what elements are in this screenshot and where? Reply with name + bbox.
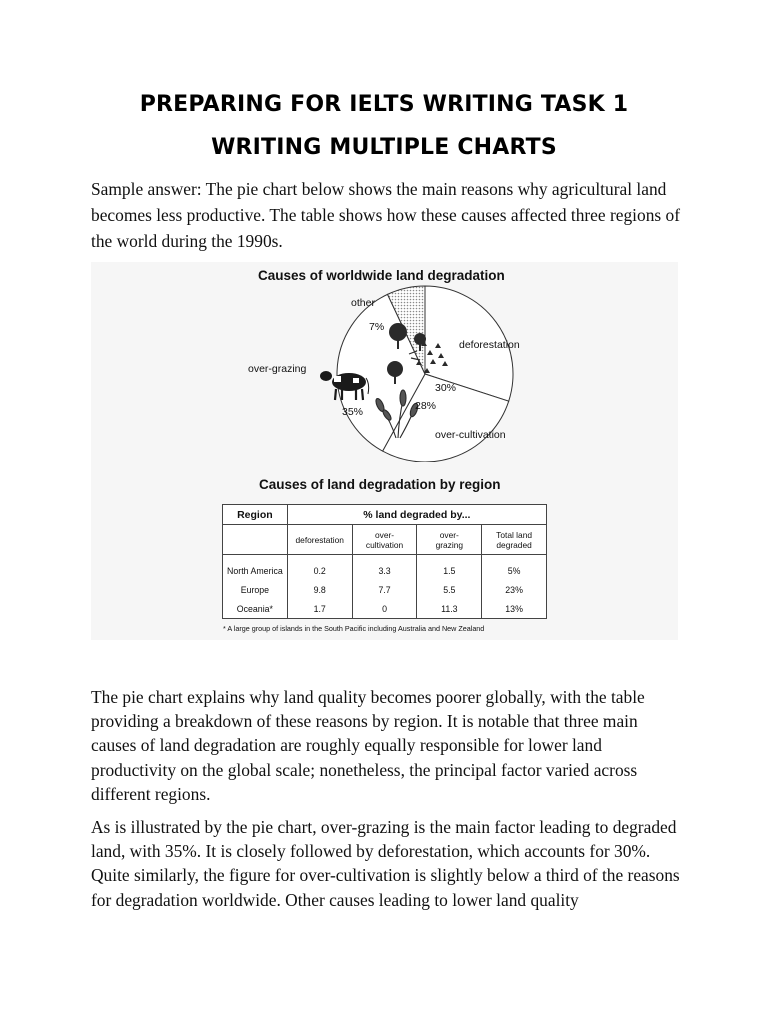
value-cell: 5.5 [417, 580, 482, 599]
value-cell: 23% [482, 580, 547, 599]
pie-slice-label: over-cultivation [435, 429, 506, 441]
value-cell: 7.7 [352, 580, 417, 599]
pie-chart [91, 262, 678, 462]
pie-value-label: 30% [435, 382, 457, 394]
value-cell: 1.7 [287, 599, 352, 619]
table-footnote: * A large group of islands in the South Pacific including Australia and New Zealand [223, 624, 485, 633]
table-row [223, 580, 547, 599]
value-cell: 3.3 [352, 555, 417, 581]
value-cell: 5% [482, 555, 547, 581]
pie-value-label: 35% [342, 406, 364, 418]
empty-header-cell [223, 525, 288, 555]
pie-slice-label: deforestation [459, 339, 520, 351]
body-paragraph: As is illustrated by the pie chart, over-grazing is the main factor leading to degraded land, with 35%. It is closely followed by deforestation, which accounts for 30%. Quite similarly, the figure for over-cultivation is slightly below a third of the reasons for degradation worldwide. Other causes leading to lower land quality [91, 817, 680, 910]
body-paragraph: The pie chart explains why land quality becomes poorer globally, with the table providing a breakdown of these reasons by region. It is notable that three main causes of land degradation are roughly equally responsible for lower land productivity on the global scale; nonetheless, the principal factor varied across different regions. [91, 687, 645, 804]
value-cell: 0.2 [287, 555, 352, 581]
pie-value-label: 7% [369, 321, 385, 333]
chart-figure [91, 262, 678, 640]
region-cell: Oceania* [223, 599, 288, 619]
region-header: Region [223, 505, 288, 525]
group-header: % land degraded by... [287, 505, 546, 525]
table-row [223, 555, 547, 581]
column-header: over- grazing [417, 525, 482, 555]
column-header: Total land degraded [482, 525, 547, 555]
region-cell: North America [223, 555, 288, 581]
table-title: Causes of land degradation by region [259, 477, 501, 492]
pie-chart-title: Causes of worldwide land degradation [258, 268, 505, 283]
region-cell: Europe [223, 580, 288, 599]
column-header: deforestation [287, 525, 352, 555]
page-title: PREPARING FOR IELTS WRITING TASK 1 [139, 92, 629, 117]
value-cell: 11.3 [417, 599, 482, 619]
pie-slice-label: other [351, 297, 375, 309]
pie-slice-label: over-grazing [248, 363, 307, 375]
value-cell: 0 [352, 599, 417, 619]
region-table [222, 504, 547, 619]
table-row [223, 599, 547, 619]
page-subtitle: WRITING MULTIPLE CHARTS [211, 135, 557, 160]
value-cell: 1.5 [417, 555, 482, 581]
column-header: over- cultivation [352, 525, 417, 555]
value-cell: 13% [482, 599, 547, 619]
intro-paragraph: Sample answer: The pie chart below shows the main reasons why agricultural land becomes less productive. The table shows how these causes affected three regions of the world during the 1990s. [91, 179, 680, 251]
value-cell: 9.8 [287, 580, 352, 599]
pie-value-label: 28% [415, 400, 437, 412]
